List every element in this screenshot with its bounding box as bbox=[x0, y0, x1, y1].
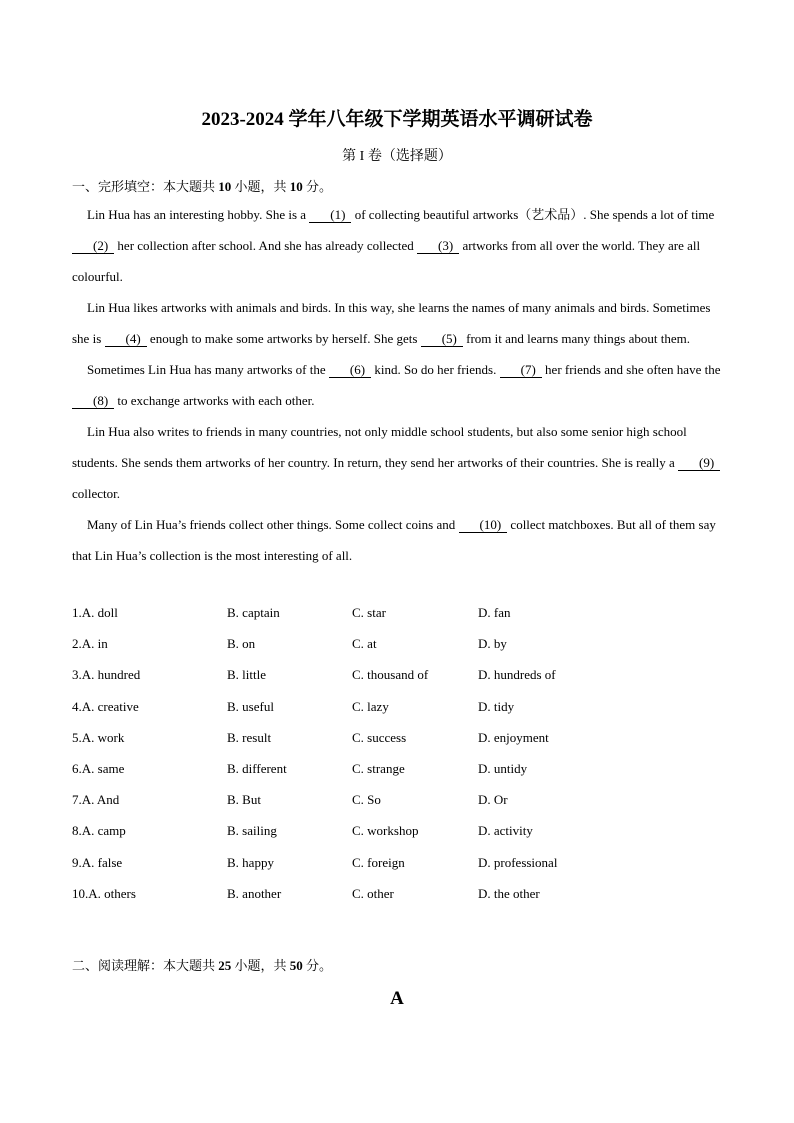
option-b[interactable]: B. sailing bbox=[227, 823, 277, 839]
option-row-2 bbox=[72, 636, 722, 667]
option-c[interactable]: C. lazy bbox=[352, 698, 389, 714]
option-b[interactable]: B. different bbox=[227, 760, 287, 776]
option-c[interactable]: C. at bbox=[352, 636, 377, 652]
blank-6: (6) bbox=[329, 363, 371, 378]
blank-10: (10) bbox=[459, 518, 508, 533]
option-a[interactable]: 2.A. in bbox=[72, 636, 108, 652]
option-d[interactable]: D. professional bbox=[478, 854, 558, 870]
option-d[interactable]: D. the other bbox=[478, 885, 540, 901]
option-row-1 bbox=[72, 605, 722, 636]
passage-paragraph-1: Lin Hua has an interesting hobby. She is a (1) of collecting beautiful artworks（艺术品）. She spends a lot of time (2) her collection after school. And she has already collected (3) artworks from all over the world. They are all colourful. bbox=[72, 207, 715, 284]
option-d[interactable]: D. Or bbox=[478, 792, 508, 808]
option-row-5 bbox=[72, 730, 722, 761]
option-c[interactable]: C. other bbox=[352, 885, 394, 901]
option-d[interactable]: D. tidy bbox=[478, 698, 515, 714]
answer-options bbox=[72, 605, 722, 917]
option-a[interactable]: 1.A. doll bbox=[72, 605, 118, 620]
option-row-10 bbox=[72, 886, 722, 917]
option-b[interactable]: B. happy bbox=[227, 854, 274, 870]
option-d[interactable]: D. enjoyment bbox=[478, 729, 549, 745]
option-b[interactable]: B. result bbox=[227, 729, 272, 745]
option-c[interactable]: C. strange bbox=[352, 760, 405, 776]
option-b[interactable]: B. captain bbox=[227, 605, 280, 620]
option-a[interactable]: 4.A. creative bbox=[72, 698, 139, 714]
option-d[interactable]: D. by bbox=[478, 636, 507, 652]
blank-5: (5) bbox=[421, 332, 463, 347]
option-a[interactable]: 3.A. hundred bbox=[72, 667, 141, 683]
section-2-heading: 二、阅读理解：本大题共 25 小题，共 50 分。 bbox=[72, 958, 333, 973]
option-a[interactable]: 5.A. work bbox=[72, 729, 125, 745]
option-d[interactable]: D. activity bbox=[478, 823, 533, 839]
page-title: 2023-2024 学年八年级下学期英语水平调研试卷 bbox=[201, 109, 593, 130]
option-row-6 bbox=[72, 761, 722, 792]
blank-7: (7) bbox=[500, 363, 542, 378]
option-c[interactable]: C. workshop bbox=[352, 823, 419, 839]
passage-paragraph-5: Many of Lin Hua’s friends collect other things. Some collect coins and (10) collect matchboxes. But all of them say that Lin Hua’s collection is the most interesting of all. bbox=[72, 517, 716, 563]
reading-part-letter: A bbox=[390, 988, 404, 1009]
passage-paragraph-3: Sometimes Lin Hua has many artworks of the (6) kind. So do her friends. (7) her friends and she often have the (8) to exchange artworks with each other. bbox=[72, 354, 722, 416]
option-a[interactable]: 8.A. camp bbox=[72, 823, 126, 839]
blank-9: (9) bbox=[678, 456, 720, 471]
option-a[interactable]: 7.A. And bbox=[72, 792, 120, 808]
option-c[interactable]: C. So bbox=[352, 792, 381, 808]
option-row-4 bbox=[72, 699, 722, 730]
blank-2: (2) bbox=[72, 239, 114, 254]
option-d[interactable]: D. hundreds of bbox=[478, 667, 556, 683]
blank-3: (3) bbox=[417, 239, 459, 254]
option-d[interactable]: D. fan bbox=[478, 605, 511, 620]
option-b[interactable]: B. on bbox=[227, 636, 256, 652]
passage-paragraph-2: Lin Hua likes artworks with animals and birds. In this way, she learns the names of many animals and birds. Sometimes she is (4) enough to make some artworks by herself. She gets (5) from it and learns many things about them. bbox=[72, 300, 711, 346]
option-a[interactable]: 9.A. false bbox=[72, 854, 123, 870]
blank-8: (8) bbox=[72, 394, 114, 409]
option-b[interactable]: B. useful bbox=[227, 698, 274, 714]
blank-4: (4) bbox=[105, 332, 147, 347]
option-d[interactable]: D. untidy bbox=[478, 760, 528, 776]
option-c[interactable]: C. thousand of bbox=[352, 667, 429, 683]
option-b[interactable]: B. another bbox=[227, 885, 282, 901]
cloze-passage bbox=[72, 199, 722, 571]
option-row-8 bbox=[72, 823, 722, 854]
option-b[interactable]: B. But bbox=[227, 792, 261, 808]
option-c[interactable]: C. foreign bbox=[352, 854, 405, 870]
volume-heading: 第 I 卷（选择题） bbox=[342, 149, 452, 164]
option-row-7 bbox=[72, 792, 722, 823]
option-row-9 bbox=[72, 855, 722, 886]
option-row-3 bbox=[72, 667, 722, 698]
option-c[interactable]: C. star bbox=[352, 605, 386, 620]
passage-paragraph-4: Lin Hua also writes to friends in many countries, not only middle school students, but also some senior high school students. She sends them artworks of her country. In return, they send her artworks of their countries. She is really a (9) collector. bbox=[72, 416, 722, 509]
option-c[interactable]: C. success bbox=[352, 729, 407, 745]
blank-1: (1) bbox=[309, 208, 351, 223]
section-1-heading: 一、完形填空：本大题共 10 小题，共 10 分。 bbox=[72, 179, 333, 194]
option-b[interactable]: B. little bbox=[227, 667, 266, 683]
option-a[interactable]: 6.A. same bbox=[72, 760, 125, 776]
option-a[interactable]: 10.A. others bbox=[72, 885, 136, 901]
